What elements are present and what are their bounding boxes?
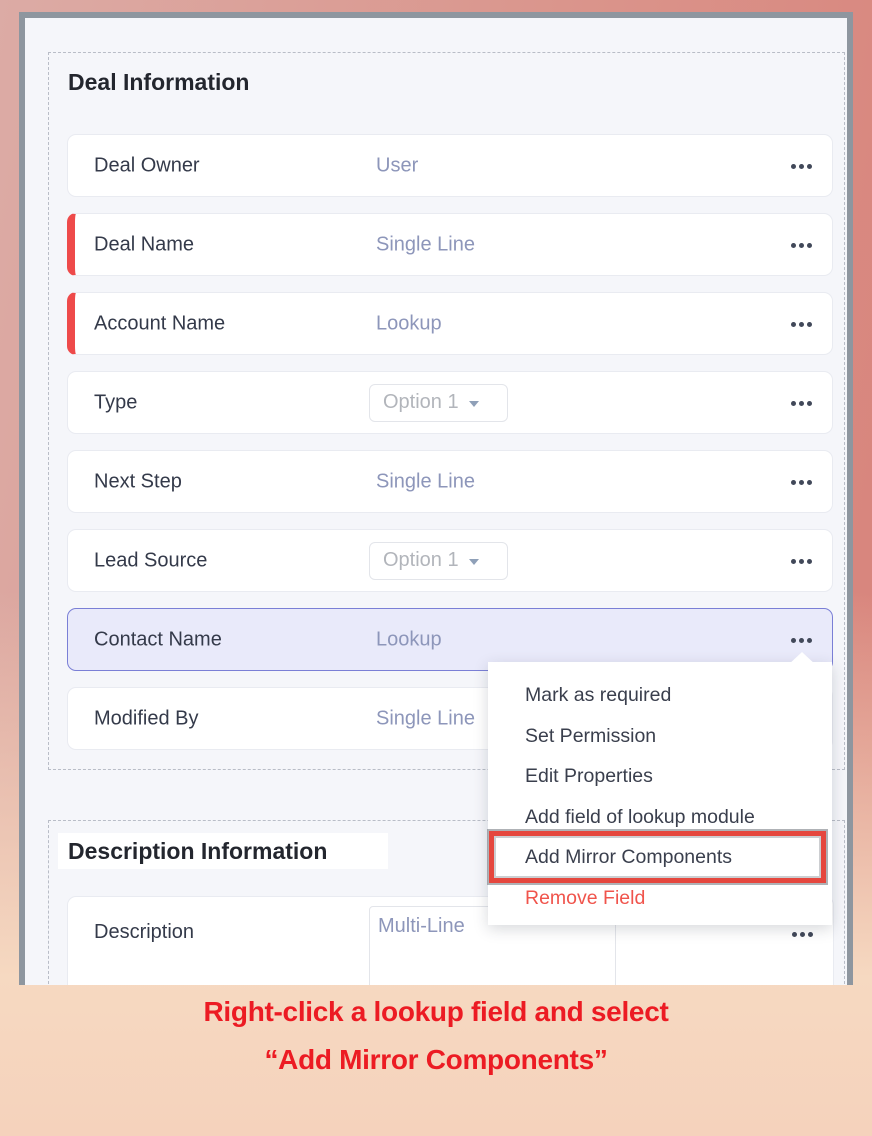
field-label: Type — [94, 391, 138, 413]
menu-item-add-mirror-components[interactable] — [488, 837, 832, 878]
field-label: Deal Name — [94, 233, 195, 255]
menu-item-remove-field[interactable]: Remove Field — [525, 886, 646, 909]
field-type: Multi-Line — [378, 915, 465, 937]
menu-item-edit-properties[interactable]: Edit Properties — [525, 765, 653, 787]
field-row-next-step[interactable] — [67, 450, 833, 513]
field-label: Lead Source — [94, 549, 208, 571]
field-label: Next Step — [94, 470, 182, 492]
caption-line-1: Right-click a lookup field and select — [203, 996, 669, 1027]
ellipsis-icon[interactable] — [791, 638, 796, 643]
ellipsis-icon[interactable] — [791, 322, 796, 327]
chevron-down-icon — [469, 559, 479, 565]
field-type: Single Line — [376, 470, 475, 492]
context-menu-pointer-icon — [787, 652, 817, 666]
menu-item-mark-as-required[interactable]: Mark as required — [525, 684, 672, 706]
ellipsis-icon[interactable] — [791, 401, 796, 406]
field-label: Description — [94, 921, 195, 943]
ellipsis-icon[interactable] — [791, 480, 796, 485]
menu-item-label: Add Mirror Components — [525, 846, 732, 868]
field-type: Single Line — [376, 233, 475, 255]
field-type: User — [376, 154, 419, 176]
section-title: Description Information — [68, 837, 328, 864]
caption — [0, 988, 872, 1084]
ellipsis-icon[interactable] — [792, 932, 797, 937]
picklist-value: Option 1 — [383, 391, 459, 413]
field-label: Deal Owner — [94, 154, 200, 176]
field-type: Lookup — [376, 628, 442, 650]
field-type: Single Line — [376, 707, 475, 729]
ellipsis-icon[interactable] — [791, 164, 796, 169]
field-label: Contact Name — [94, 628, 222, 650]
section-title-highlight — [58, 833, 388, 869]
field-type: Lookup — [376, 312, 442, 334]
section-title: Deal Information — [68, 69, 250, 95]
menu-item-set-permission[interactable]: Set Permission — [525, 724, 657, 747]
field-row-type[interactable] — [67, 371, 833, 434]
field-row-deal-name[interactable] — [67, 213, 833, 276]
caption-line-2: “Add Mirror Components” — [264, 1044, 608, 1075]
menu-item-add-field-of-lookup-module[interactable]: Add field of lookup module — [525, 805, 755, 828]
ellipsis-icon[interactable] — [791, 559, 796, 564]
chevron-down-icon — [469, 401, 479, 407]
field-row-account-name[interactable] — [67, 292, 833, 355]
ellipsis-icon[interactable] — [791, 243, 796, 248]
field-label: Account Name — [94, 312, 226, 334]
field-row-lead-source[interactable] — [67, 529, 833, 592]
context-menu — [488, 662, 832, 925]
field-label: Modified By — [94, 707, 199, 729]
picklist-preview[interactable] — [369, 384, 508, 422]
field-row-deal-owner[interactable] — [67, 134, 833, 197]
picklist-value: Option 1 — [383, 549, 459, 571]
picklist-preview[interactable] — [369, 542, 508, 580]
